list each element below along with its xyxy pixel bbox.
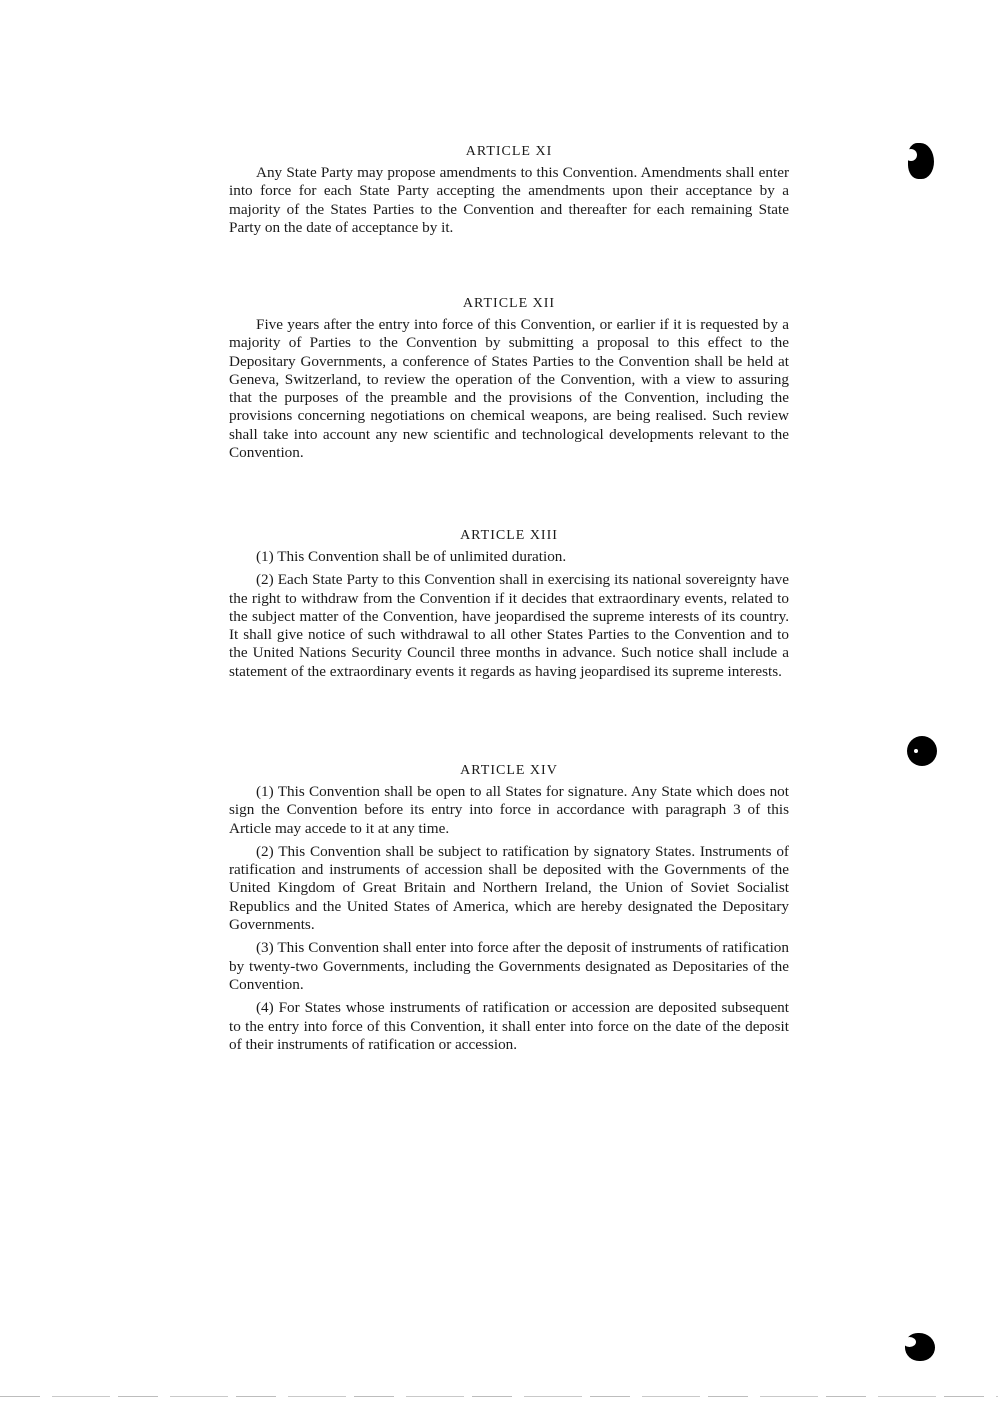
scan-edge-line (0, 1396, 998, 1397)
article-paragraph: (4) For States whose instruments of ratification or accession are deposited subsequent to the entry into force of this Convention, it shall enter into force on the date of the deposit of their instruments of ratification or accession. (229, 999, 789, 1053)
article-paragraph: (3) This Convention shall enter into force after the deposit of instruments of ratification by twenty-two Governments, including the Governments designated as Depositaries of the Convention. (229, 939, 789, 993)
article-paragraph: (1) This Convention shall be open to all States for signature. Any State which does not sign the Convention before its entry into force in accordance with paragraph 3 of this Article may accede to it at any time. (229, 783, 789, 837)
article-heading: ARTICLE XI (465, 144, 553, 159)
punch-hole-mark (907, 736, 937, 766)
article-xi (229, 144, 789, 237)
article-paragraph: (2) This Convention shall be subject to ratification by signatory States. Instruments of ratification and instruments of accession shall be deposited with the Governments of the United Kingdom of Great Britain and Northern Ireland, the Union of Soviet Socialist Republics and the United States of America, which are hereby designated the Depositary Governments. (229, 842, 789, 934)
article-xii (229, 296, 789, 462)
article-heading: ARTICLE XII (462, 296, 556, 311)
article-paragraph: Five years after the entry into force of this Convention, or earlier if it is requested by a majority of Parties to the Convention by submitting a proposal to this effect to the Depositary Governments, a conference of States Parties to the Convention shall be held at Geneva, Switzerland, to review the operation of the Convention, with a view to assuring that the purposes of the preamble and the provisions of the Convention, including the provisions concerning negotiations on chemical weapons, are being realised. Such review shall take into account any new scientific and technological developments relevant to the Convention. (229, 316, 789, 462)
article-heading: ARTICLE XIII (460, 528, 558, 543)
punch-hole-mark (905, 1333, 935, 1361)
article-paragraph: (2) Each State Party to this Convention shall in exercising its national sovereignty have the right to withdraw from the Convention if it decides that extraordinary events, related to the subject matter of the Convention, have jeopardised the supreme interests of its country. It shall give notice of such withdrawal to all other States Parties to the Convention and to the United Nations Security Council three months in advance. Such notice shall include a statement of the extraordinary events it regards as having jeopardised its supreme interests. (229, 571, 789, 680)
article-xiv (229, 763, 789, 1054)
article-paragraph: (1) This Convention shall be of unlimited duration. (256, 548, 567, 565)
punch-hole-mark (908, 143, 934, 179)
article-xiii (229, 528, 789, 681)
article-heading: ARTICLE XIV (460, 763, 558, 778)
article-paragraph: Any State Party may propose amendments to this Convention. Amendments shall enter into force for each State Party accepting the amendments upon their acceptance by a majority of the States Parties to the Convention and thereafter for each remaining State Party on the date of acceptance by it. (229, 164, 789, 236)
